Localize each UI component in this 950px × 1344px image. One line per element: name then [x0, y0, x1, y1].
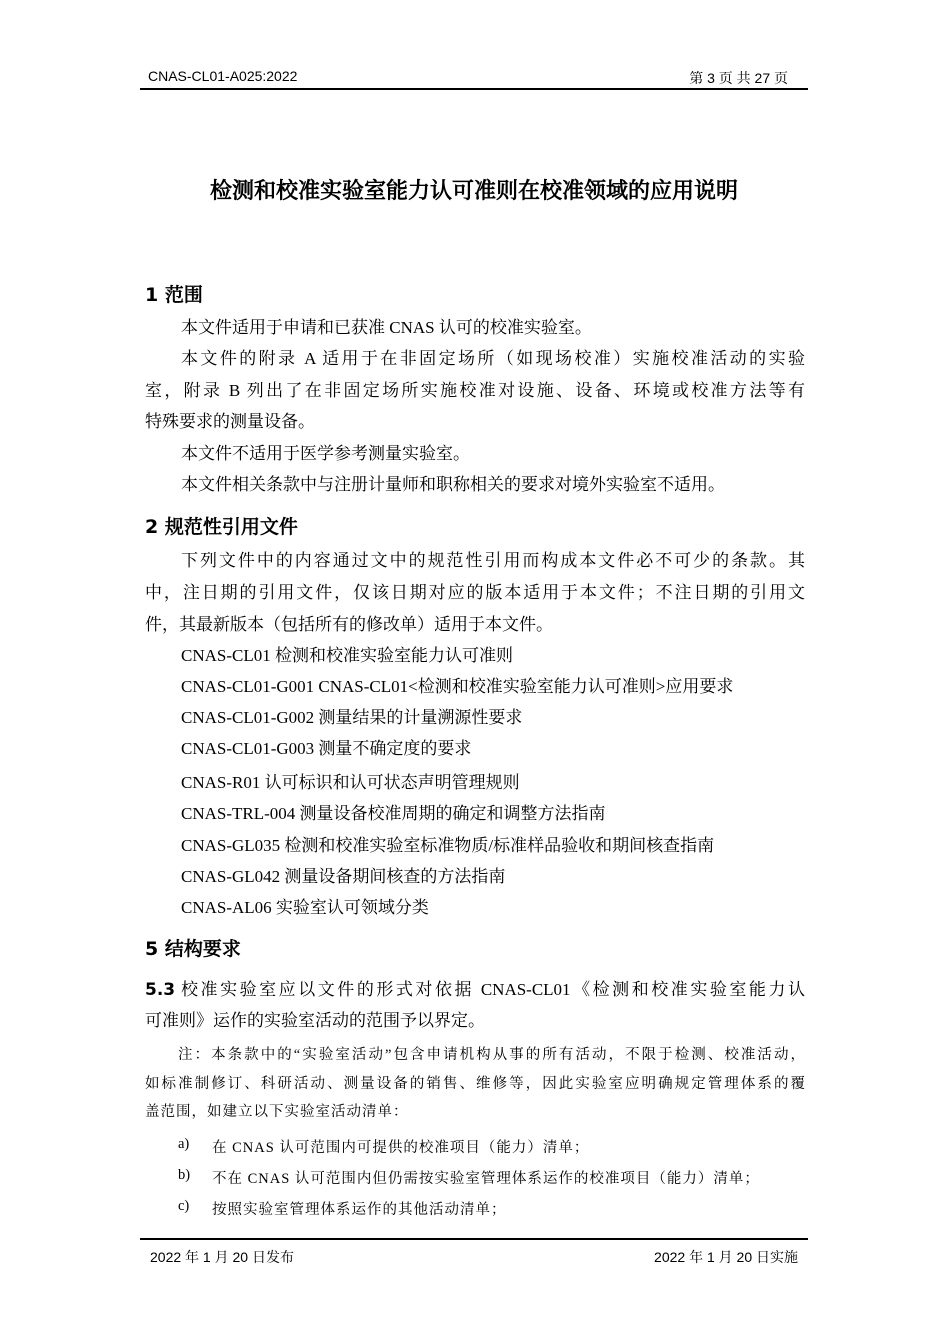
- reference-item: CNAS-GL042 测量设备期间核查的方法指南: [181, 867, 506, 886]
- paragraph-line: 本文件的附录 A 适用于在非固定场所（如现场校准）实施校准活动的实验: [181, 349, 805, 368]
- note-line: 注：本条款中的“实验室活动”包含申请机构从事的所有活动，不限于检测、校准活动，: [178, 1047, 805, 1063]
- list-label: c): [178, 1198, 190, 1214]
- document-title: 检测和校准实验室能力认可准则在校准领域的应用说明: [209, 179, 738, 204]
- page-info: 第 3 页 共 27 页: [689, 70, 788, 86]
- section-heading: 5 结构要求: [145, 938, 241, 960]
- reference-item: CNAS-CL01 检测和校准实验室能力认可准则: [181, 646, 513, 665]
- header-rule: [140, 88, 808, 90]
- list-label: a): [178, 1136, 190, 1152]
- list-item: 按照实验室管理体系运作的其他活动清单；: [212, 1202, 507, 1218]
- doc-id: CNAS-CL01-A025:2022: [148, 68, 298, 84]
- note-line: 盖范围，如建立以下实验室活动清单：: [145, 1104, 409, 1120]
- paragraph-line: 室，附录 B 列出了在非固定场所实施校准对设施、设备、环境或校准方法等有: [145, 381, 805, 400]
- reference-item: CNAS-CL01-G002 测量结果的计量溯源性要求: [181, 708, 523, 727]
- reference-item: CNAS-TRL-004 测量设备校准周期的确定和调整方法指南: [181, 804, 606, 823]
- reference-item: CNAS-GL035 检测和校准实验室标准物质/标准样品验收和期间核查指南: [181, 836, 715, 855]
- section-heading: 2 规范性引用文件: [145, 516, 298, 538]
- paragraph-line: 本文件相关条款中与注册计量师和职称相关的要求对境外实验室不适用。: [181, 475, 725, 494]
- section-heading: 1 范围: [145, 284, 203, 306]
- paragraph-line: 下列文件中的内容通过文中的规范性引用而构成本文件必不可少的条款。其: [181, 551, 805, 570]
- clause-number: 5.3: [145, 980, 176, 1000]
- clause-line: 校准实验室应以文件的形式对依据 CNAS-CL01《检测和校准实验室能力认: [181, 980, 805, 999]
- paragraph-line: 件，其最新版本（包括所有的修改单）适用于本文件。: [145, 615, 553, 634]
- paragraph-line: 本文件适用于申请和已获准 CNAS 认可的校准实验室。: [181, 318, 592, 337]
- reference-item: CNAS-AL06 实验室认可领域分类: [181, 898, 429, 917]
- reference-item: CNAS-CL01-G003 测量不确定度的要求: [181, 739, 472, 758]
- list-label: b): [178, 1167, 191, 1183]
- paragraph-line: 特殊要求的测量设备。: [145, 412, 315, 431]
- clause-line: 可准则》运作的实验室活动的范围予以界定。: [145, 1011, 485, 1030]
- list-item: 在 CNAS 认可范围内可提供的校准项目（能力）清单；: [212, 1140, 590, 1156]
- note-line: 如标准制修订、科研活动、测量设备的销售、维修等，因此实验室应明确规定管理体系的覆: [145, 1076, 805, 1092]
- list-item: 不在 CNAS 认可范围内但仍需按实验室管理体系运作的校准项目（能力）清单；: [212, 1171, 760, 1187]
- footer-rule: [140, 1238, 808, 1240]
- paragraph-line: 中，注日期的引用文件，仅该日期对应的版本适用于本文件；不注日期的引用文: [145, 583, 805, 602]
- issue-date: 2022 年 1 月 20 日发布: [150, 1249, 294, 1265]
- reference-item: CNAS-R01 认可标识和认可状态声明管理规则: [181, 773, 520, 792]
- paragraph-line: 本文件不适用于医学参考测量实验室。: [181, 444, 470, 463]
- effective-date: 2022 年 1 月 20 日实施: [654, 1249, 798, 1265]
- reference-item: CNAS-CL01-G001 CNAS-CL01<检测和校准实验室能力认可准则>应用要求: [181, 677, 734, 696]
